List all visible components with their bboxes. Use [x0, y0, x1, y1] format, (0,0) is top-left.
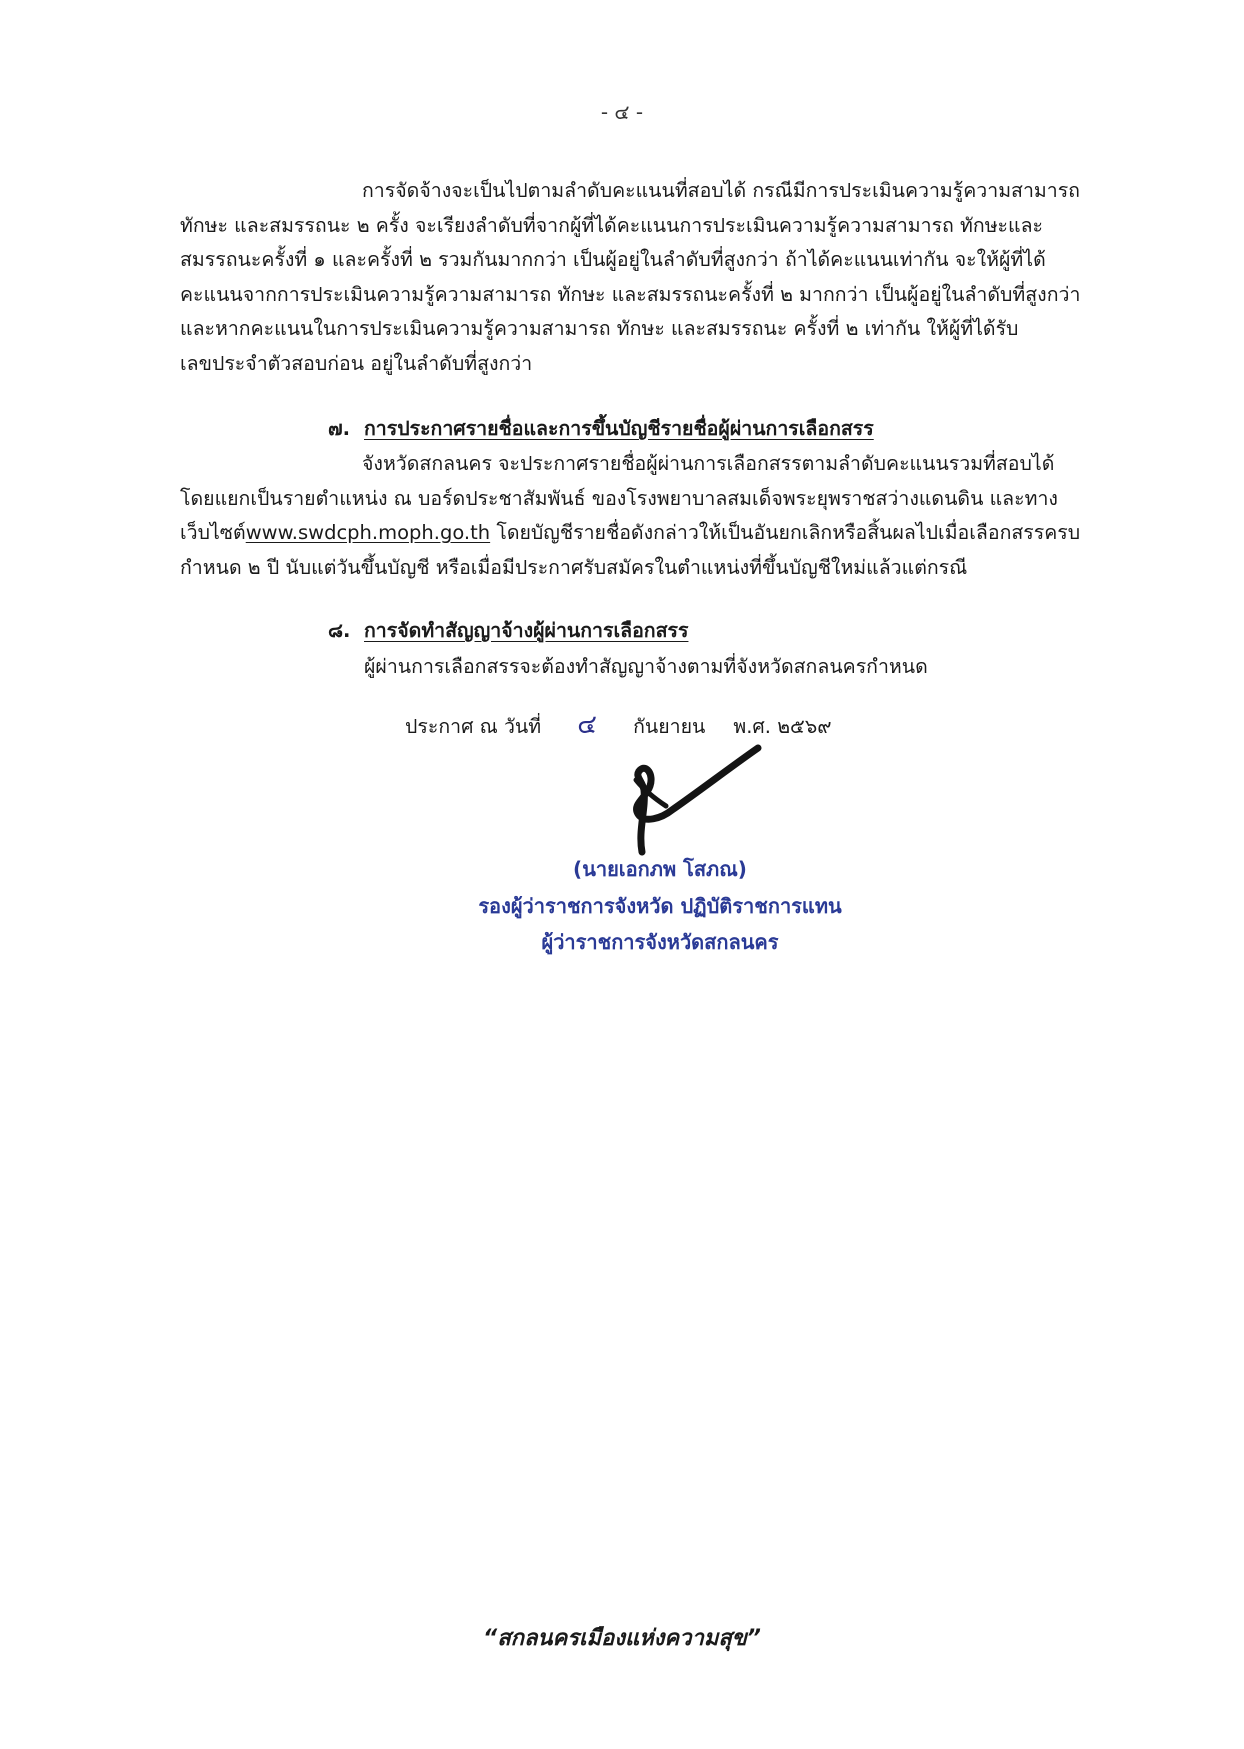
section-number: ๗.	[328, 417, 351, 440]
section-7-body	[180, 447, 1140, 585]
paragraph-line: เลขประจำตัวสอบก่อน อยู่ในลำดับที่สูงกว่า	[180, 351, 533, 375]
section-number: ๘.	[328, 619, 351, 642]
announcement-year: พ.ศ. ๒๕๖๙	[733, 715, 832, 738]
signature-graphic	[620, 740, 770, 860]
announcement-date	[405, 704, 831, 745]
announcement-month: กันยายน	[633, 715, 706, 738]
page-number: - ๔ -	[600, 100, 644, 124]
signer-position: รองผู้ว่าราชการจังหวัด ปฏิบัติราชการแทน	[478, 894, 842, 918]
website-suffix: โดยบัญชีรายชื่อดังกล่าวให้เป็นอันยกเลิกหรือสิ้นผลไปเมื่อเลือกสรรครบ	[490, 521, 1081, 544]
paragraph-line: คะแนนจากการประเมินความรู้ความสามารถ ทักษะ และสมรรถนะครั้งที่ ๒ มากกว่า เป็นผู้อยู่ในลำดับที่สูงกว่า	[180, 282, 1081, 306]
paragraph-line: การจัดจ้างจะเป็นไปตามลำดับคะแนนที่สอบได้ กรณีมีการประเมินความรู้ความสามารถ	[362, 179, 1080, 202]
hiring-order-paragraph	[180, 174, 1140, 381]
paragraph-line: สมรรถนะครั้งที่ ๑ และครั้งที่ ๒ รวมกันมากกว่า เป็นผู้อยู่ในลำดับที่สูงกว่า ถ้าได้คะแนนเท่ากัน จะให้ผู้ที่ได้	[180, 248, 1046, 271]
paragraph-line: จังหวัดสกลนคร จะประกาศรายชื่อผู้ผ่านการเลือกสรรตามลำดับคะแนนรวมที่สอบได้	[362, 452, 1055, 475]
section-title: การประกาศรายชื่อและการขึ้นบัญชีรายชื่อผู้ผ่านการเลือกสรร	[364, 417, 874, 440]
paragraph-line: และหากคะแนนในการประเมินความรู้ความสามารถ ทักษะ และสมรรถนะ ครั้งที่ ๒ เท่ากัน ให้ผู้ที่ได้รับ	[180, 317, 1019, 340]
section-7-heading	[328, 412, 874, 446]
signer-position-secondary: ผู้ว่าราชการจังหวัดสกลนคร	[541, 930, 779, 954]
signer-name: (นายเอกภพ โสภณ)	[573, 857, 747, 881]
paragraph-line: กำหนด ๒ ปี นับแต่วันขึ้นบัญชี หรือเมื่อมีประกาศรับสมัครในตำแหน่งที่ขึ้นบัญชีใหม่แล้วแต่กรณี	[180, 555, 968, 579]
section-8-heading	[328, 614, 688, 648]
announcement-prefix: ประกาศ ณ วันที่	[405, 715, 542, 738]
section-8-body: ผู้ผ่านการเลือกสรรจะต้องทำสัญญาจ้างตามที่จังหวัดสกลนครกำหนด	[364, 655, 928, 678]
announcement-day: ๔	[577, 710, 597, 740]
paragraph-line	[180, 516, 1140, 551]
website-prefix: เว็บไซต์	[180, 521, 246, 544]
paragraph-line: ทักษะ และสมรรถนะ ๒ ครั้ง จะเรียงลำดับที่จากผู้ที่ได้คะแนนการประเมินความรู้ความสามารถ ทักษะและ	[180, 213, 1044, 237]
website-link[interactable]: www.swdcph.moph.go.th	[245, 521, 491, 544]
section-title: การจัดทำสัญญาจ้างผู้ผ่านการเลือกสรร	[364, 619, 689, 642]
paragraph-line: โดยแยกเป็นรายตำแหน่ง ณ บอร์ดประชาสัมพันธ์ ของโรงพยาบาลสมเด็จพระยุพราชสว่างแดนดิน และทาง	[180, 486, 1058, 510]
footer-slogan: “สกลนครเมืองแห่งความสุข”	[483, 1626, 761, 1651]
